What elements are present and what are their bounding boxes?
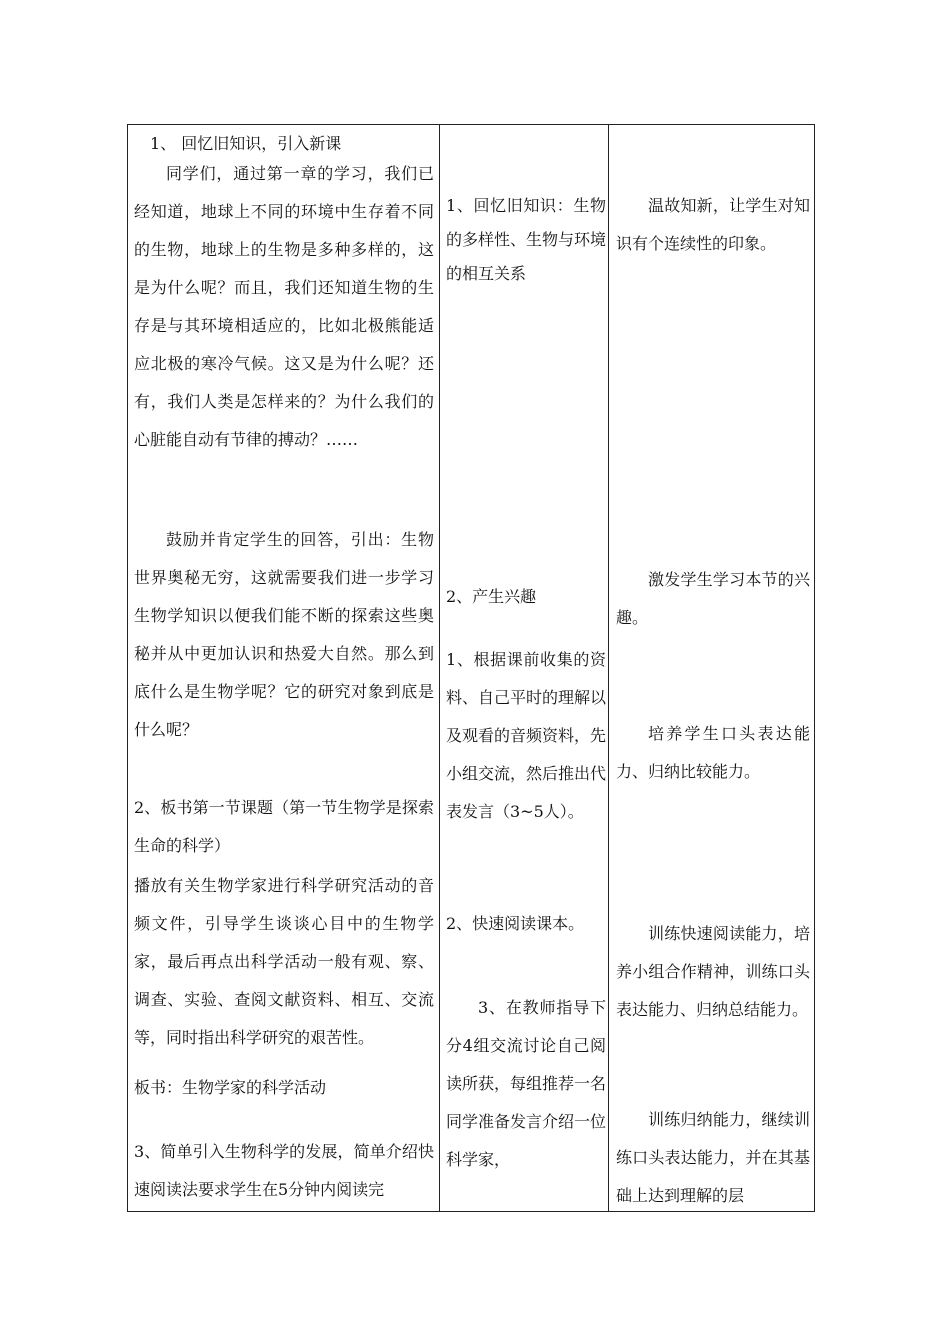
intent-interest: 激发学生学习本节的兴趣。 [616,570,810,627]
column-divider-2 [608,125,609,1211]
student-reading: 2、快速阅读课本。 [446,914,585,933]
student-interest: 2、产生兴趣 [446,587,537,606]
intent-expression: 培养学生口头表达能力、归纳比较能力。 [616,724,810,781]
paragraph-reading: 3、简单引入生物科学的发展，简单介绍快速阅读法要求学生在5分钟内阅读完 [134,1142,434,1199]
design-intent-column [616,125,810,1211]
intent-summarize: 训练归纳能力，继续训练口头表达能力，并在其基础上达到理解的层 [616,1110,810,1205]
section-heading-review: 1、 回忆旧知识，引入新课 [150,134,342,153]
paragraph-board-note: 板书：生物学家的科学活动 [134,1078,327,1097]
teacher-activity-column [134,125,434,1211]
student-discussion: 1、根据课前收集的资料、自己平时的理解以及观看的音频资料，先小组交流，然后推出代表发言（3~5人）。 [446,650,606,821]
paragraph-intro: 同学们，通过第一章的学习，我们已经知道，地球上不同的环境中生存着不同的生物，地球上的生物是多种多样的，这是为什么呢？而且，我们还知道生物的生存是与其环境相适应的，比如北极熊能适应北极的寒冷气候。这又是为什么呢？还有，我们人类是怎样来的？为什么我们的心脏能自动有节律的搏动？…… [134,164,434,449]
paragraph-encourage: 鼓励并肯定学生的回答，引出：生物世界奥秘无穷，这就需要我们进一步学习生物学知识以便我们能不断的探索这些奥秘并从中更加认识和热爱大自然。那么到底什么是生物学呢？它的研究对象到底是什么呢？ [134,530,434,739]
column-divider-1 [439,125,440,1211]
intent-reading: 训练快速阅读能力，培养小组合作精神，训练口头表达能力、归纳总结能力。 [616,924,810,1019]
paragraph-board-title: 2、板书第一节课题（第一节生物学是探索生命的科学） [134,798,434,855]
student-group-talk: 3、在教师指导下分4组交流讨论自己阅读所获，每组推荐一名同学准备发言介绍一位科学家， [446,998,606,1169]
lesson-plan-table [127,124,815,1212]
student-review: 1、回忆旧知识：生物的多样性、生物与环境的相互关系 [446,196,606,283]
student-activity-column [446,125,606,1211]
intent-review: 温故知新，让学生对知识有个连续性的印象。 [616,196,810,253]
paragraph-audio: 播放有关生物学家进行科学研究活动的音频文件，引导学生谈谈心目中的生物学家，最后再点出科学活动一般有观、察、调查、实验、查阅文献资料、相互、交流等，同时指出科学研究的艰苦性。 [134,876,434,1047]
